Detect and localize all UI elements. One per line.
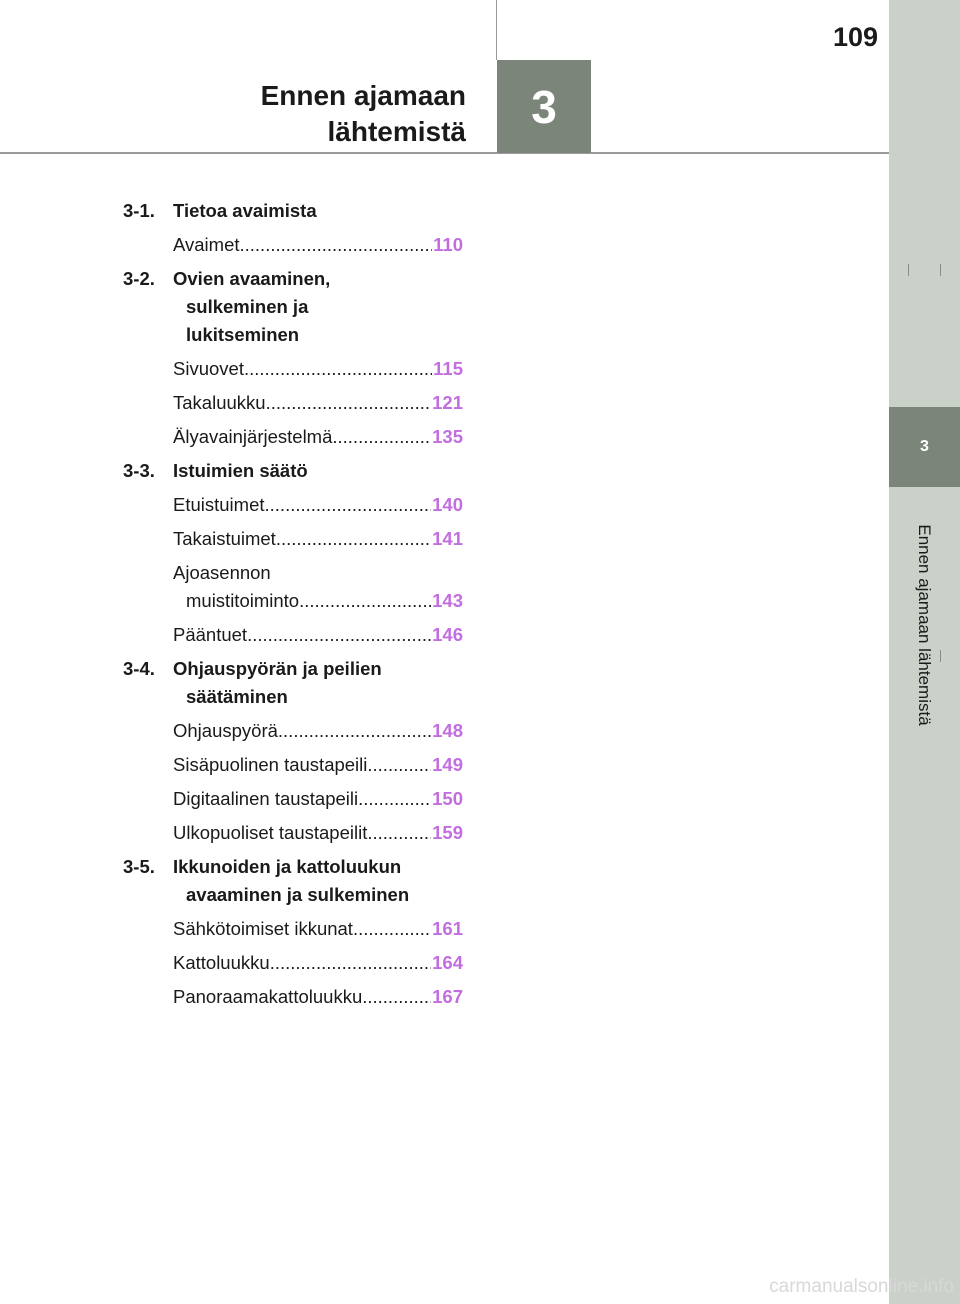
toc-section [123,197,463,225]
dot-leader [276,525,431,553]
entry-label: Panoraamakattoluukku [173,986,363,1007]
dot-leader [278,717,431,745]
sidebar-tick [940,264,941,276]
toc-entry[interactable] [173,785,463,813]
section-number: 3-4. [123,658,155,679]
dot-leader [265,491,432,519]
section-title: Istuimien säätö [173,460,308,481]
entry-label: Älyavainjärjestelmä [173,426,333,447]
section-title: Tietoa avaimista [173,200,317,221]
entry-page-link[interactable]: 141 [432,528,463,549]
entry-label: Ulkopuoliset taustapeilit [173,822,368,843]
dot-leader [332,423,431,451]
toc-entry[interactable] [173,525,463,553]
dot-leader [266,389,432,417]
toc-entry[interactable] [173,717,463,745]
toc-section [123,853,463,909]
toc-entry[interactable] [173,559,463,615]
entry-label: Ajoasennon [173,562,271,583]
chapter-title-line2: lähtemistä [327,116,466,147]
toc-entry[interactable] [173,949,463,977]
table-of-contents [123,197,463,1017]
toc-entry[interactable] [173,389,463,417]
entry-page-link[interactable]: 164 [432,952,463,973]
entry-label: Takaluukku [173,392,266,413]
entry-page-link[interactable]: 143 [432,590,463,611]
sidebar-tick [940,650,941,662]
dot-leader [270,949,431,977]
dot-leader [353,915,431,943]
toc-entry[interactable] [173,915,463,943]
entry-page-link[interactable]: 140 [432,494,463,515]
toc-entry[interactable] [173,231,463,259]
toc-entry[interactable] [173,423,463,451]
toc-entry[interactable] [173,621,463,649]
dot-leader [240,231,433,259]
entry-label: Avaimet [173,234,240,255]
entry-page-link[interactable]: 135 [432,426,463,447]
entry-page-link[interactable]: 148 [432,720,463,741]
toc-section [123,655,463,711]
dot-leader [362,983,431,1011]
entry-page-link[interactable]: 146 [432,624,463,645]
sidebar-tick [908,264,909,276]
dot-leader [367,819,431,847]
entry-label-continued: muistitoiminto [186,590,300,611]
chapter-title-line1: Ennen ajamaan [260,80,466,111]
entry-label: Sisäpuolinen taustapeili [173,754,368,775]
sidebar-tab-number: 3 [920,438,929,455]
dot-leader [367,751,431,779]
entry-label: Sähkötoimiset ikkunat [173,918,353,939]
section-number: 3-1. [123,200,155,221]
header-divider-vertical [496,0,497,60]
section-number: 3-5. [123,856,155,877]
section-number: 3-2. [123,268,155,289]
entry-label: Pääntuet [173,624,248,645]
entry-label: Sivuovet [173,358,244,379]
toc-entry[interactable] [173,819,463,847]
toc-entry[interactable] [173,491,463,519]
dot-leader [358,785,431,813]
section-title: Ikkunoiden ja kattoluukun avaaminen ja sulkeminen [173,856,410,905]
section-number: 3-3. [123,460,155,481]
chapter-number: 3 [531,80,557,133]
dot-leader [299,587,431,615]
toc-section [123,457,463,485]
chapter-title [150,78,466,150]
entry-page-link[interactable]: 110 [433,234,463,255]
sidebar-chapter-label: Ennen ajamaan lähtemistä [915,524,934,726]
entry-label: Digitaalinen taustapeili [173,788,359,809]
entry-label: Kattoluukku [173,952,270,973]
dot-leader [247,621,431,649]
toc-entry[interactable] [173,751,463,779]
toc-section [123,265,463,349]
entry-page-link[interactable]: 161 [432,918,463,939]
entry-label: Ohjauspyörä [173,720,278,741]
dot-leader [244,355,432,383]
entry-label: Takaistuimet [173,528,276,549]
entry-label: Etuistuimet [173,494,265,515]
chapter-number-box [497,60,591,153]
entry-page-link[interactable]: 150 [432,788,463,809]
entry-page-link[interactable]: 149 [432,754,463,775]
section-title: Ovien avaaminen, sulkeminen ja lukitseminen [173,268,331,345]
toc-entry[interactable] [173,355,463,383]
entry-page-link[interactable]: 121 [432,392,463,413]
toc-entry[interactable] [173,983,463,1011]
header-divider-horizontal [0,152,889,154]
watermark: carmanualsonline.info [769,1276,954,1297]
section-title: Ohjauspyörän ja peilien säätäminen [173,658,382,707]
sidebar-chapter-tab[interactable] [889,407,960,487]
entry-page-link[interactable]: 159 [432,822,463,843]
entry-page-link[interactable]: 115 [433,358,463,379]
entry-page-link[interactable]: 167 [432,986,463,1007]
page-number: 109 [832,22,878,52]
